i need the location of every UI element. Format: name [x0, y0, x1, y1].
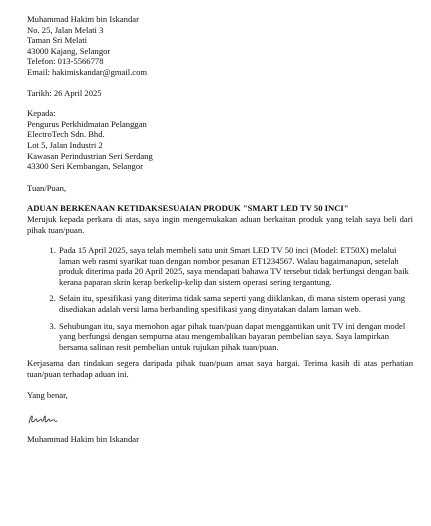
complaint-point-1: 1. Pada 15 April 2025, saya telah membeli satu unit Smart LED TV 50 inci (Model: ET50X) melalui laman web rasmi syarikat tuan dengan nombor pesanan ET1234567. Walau bagaimanapun, setelah produk diterima pada 20 April 2025, saya mendapati bahawa TV tersebut tidak berfungsi dengan baik kerana paparan skrin kerap berkelip-kelip dan sistem operasi sering tergantung.: [58, 245, 413, 287]
recipient-address-block: [27, 108, 413, 172]
salutation: Tuan/Puan,: [27, 182, 67, 193]
letter-date: Tarikh: 26 April 2025: [27, 87, 102, 98]
sender-address-block: [27, 14, 413, 78]
recipient-heading: Kepada:: [27, 108, 56, 119]
recipient-line-1: Pengurus Perkhidmatan Pelanggan: [27, 118, 147, 129]
intro-paragraph: Merujuk kepada perkara di atas, saya ingin mengemukakan aduan berkaitan produk yang telah saya beli dari pihak tuan/puan.: [27, 213, 413, 235]
regards-text: Yang benar,: [27, 389, 68, 400]
complaint-point-2: 2. Selain itu, spesifikasi yang diterima tidak sama seperti yang diiklankan, di mana sistem operasi yang disediakan adalah versi lama berbanding spesifikasi yang dinyatakan dalam laman web.: [58, 293, 413, 314]
salutation-block: [27, 183, 413, 194]
recipient-line-4: Kawasan Perindustrian Seri Serdang: [27, 150, 153, 161]
subject-heading: ADUAN BERKENAAN KETIDAKSESUAIAN PRODUK "SMART LED TV 50 INCI": [27, 203, 349, 214]
complaint-points-list: [27, 245, 413, 352]
signature: [27, 413, 413, 425]
letter-page: [27, 14, 413, 445]
regards-block: [27, 390, 413, 401]
sender-email: Email: hakimiskandar@gmail.com: [27, 66, 148, 77]
sender-address-line-2: Taman Sri Melati: [27, 35, 88, 46]
recipient-line-3: Lot 5, Jalan Industri 2: [27, 139, 103, 150]
recipient-line-5: 43300 Seri Kembangan, Selangor: [27, 161, 143, 172]
sender-address-line-1: No. 25, Jalan Melati 3: [27, 24, 104, 35]
sender-address-line-3: 43000 Kajang, Selangor: [27, 45, 111, 56]
complaint-point-3: 3. Sehubungan itu, saya memohon agar pihak tuan/puan dapat menggantikan unit TV ini dengan model yang berfungsi dengan sempurna atau mengembalikan bayaran pembelian saya. Saya lampirkan bersama salinan resit pembelian untuk rujukan pihak tuan/puan.: [58, 321, 413, 353]
letter-date-block: [27, 88, 413, 99]
signer-name: Muhammad Hakim bin Iskandar: [27, 434, 139, 445]
signature-scribble-icon: [28, 413, 68, 425]
sender-phone: Telefon: 013-5566778: [27, 56, 104, 67]
closing-paragraph: Kerjasama dan tindakan segera daripada pihak tuan/puan amat saya hargai. Terima kasih di atas perhatian tuan/puan terhadap aduan ini.: [27, 358, 413, 380]
subject-block: [27, 203, 413, 214]
sender-name: Muhammad Hakim bin Iskandar: [27, 14, 139, 24]
recipient-line-2: ElectroTech Sdn. Bhd.: [27, 129, 105, 140]
